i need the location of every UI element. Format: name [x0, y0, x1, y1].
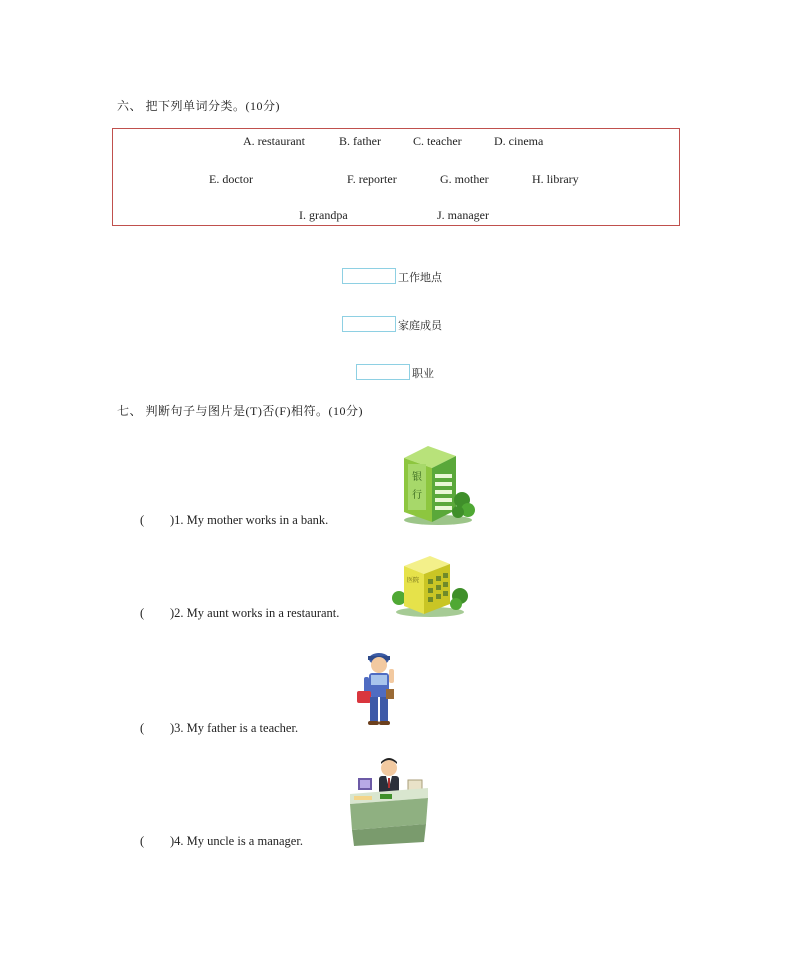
category-label-family: 家庭成员 [398, 320, 442, 332]
section7-heading: 七、 判断句子与图片是(T)否(F)相符。(10分) [117, 404, 363, 418]
bank-building-image [398, 440, 476, 526]
word-option: I. grandpa [299, 208, 348, 222]
word-option: F. reporter [347, 172, 397, 186]
category-label-workplace: 工作地点 [398, 272, 442, 284]
bank-sign-char-2: 行 [412, 490, 422, 501]
word-option: D. cinema [494, 134, 544, 148]
question-4: ( )4. My uncle is a manager. [140, 834, 303, 848]
word-option: J. manager [437, 208, 489, 222]
bank-sign-char-1: 银 [412, 472, 422, 483]
word-option: C. teacher [413, 134, 462, 148]
question-2: ( )2. My aunt works in a restaurant. [140, 606, 340, 620]
word-option: B. father [339, 134, 381, 148]
answer-box-workplace[interactable] [342, 268, 396, 284]
hospital-sign-text: 医院 [406, 577, 420, 584]
word-option: G. mother [440, 172, 489, 186]
category-label-job: 职业 [412, 368, 434, 380]
section6-heading: 六、 把下列单词分类。(10分) [117, 99, 280, 113]
word-option: H. library [532, 172, 579, 186]
hospital-building-image [390, 552, 468, 620]
word-option: E. doctor [209, 172, 253, 186]
answer-box-family[interactable] [342, 316, 396, 332]
worker-image [353, 647, 403, 729]
question-3: ( )3. My father is a teacher. [140, 721, 299, 735]
question-1: ( )1. My mother works in a bank. [140, 513, 329, 527]
word-option: A. restaurant [243, 134, 305, 148]
manager-image [346, 754, 432, 848]
answer-box-job[interactable] [356, 364, 410, 380]
